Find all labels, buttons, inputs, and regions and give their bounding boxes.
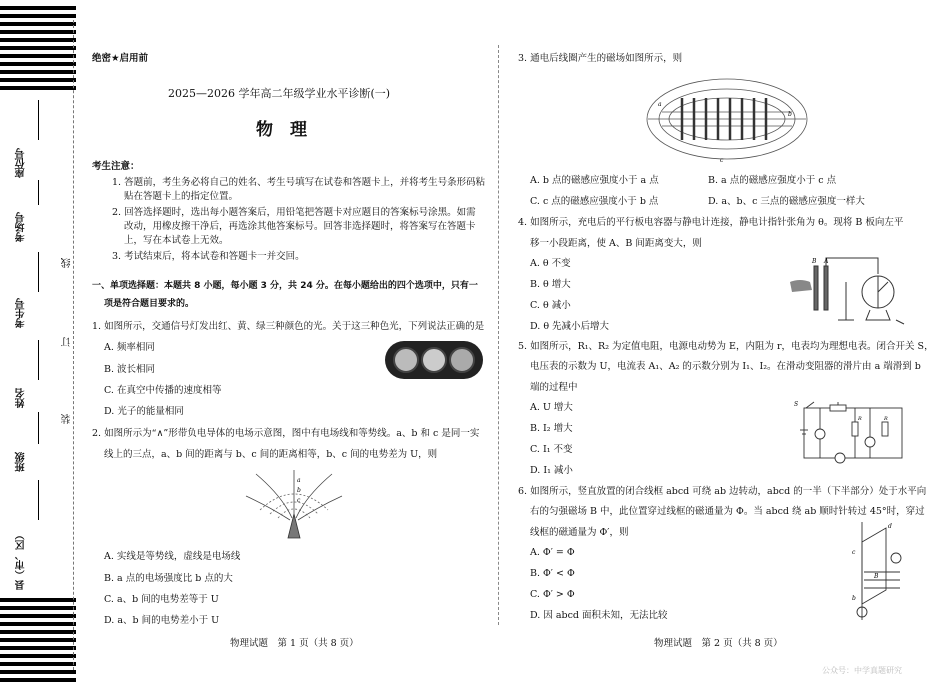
confidential-mark: 绝密★启用前 xyxy=(92,53,149,64)
svg-text:B: B xyxy=(812,258,817,265)
exam-title: 2025—2026 学年高二年级学业水平诊断(一) xyxy=(168,87,391,100)
q2-option-c[interactable]: C. a、b 间的电势差等于 U xyxy=(104,594,219,605)
svg-text:R: R xyxy=(858,416,862,422)
svg-text:c: c xyxy=(297,497,301,504)
note-line: 贴在答题卡上的指定位置。 xyxy=(124,191,239,202)
circuit-diagram-figure xyxy=(790,398,908,466)
svg-text:c: c xyxy=(720,157,724,164)
note-line: 上，写在本试卷上无效。 xyxy=(124,235,229,246)
note-line: 1. 答题前，考生务必将自己的姓名、考生号填写在试卷和答题卡上，并将考生号条形码粘 xyxy=(112,177,486,188)
q6-option-d[interactable]: D. 因 abcd 面积未知，无法比较 xyxy=(530,610,668,621)
seat-number-label: 座位号 xyxy=(16,148,27,178)
q5-option-a[interactable]: A. U 增大 xyxy=(530,402,573,413)
subject-title: 物 理 xyxy=(256,120,307,140)
svg-text:c: c xyxy=(852,549,856,556)
q1-stem: 1. 如图所示，交通信号灯发出红、黄、绿三种颜色的光。关于这三种色光，下列说法正确的是 xyxy=(92,321,485,332)
svg-text:b: b xyxy=(788,111,792,118)
q3-option-d[interactable]: D. a、b、c 三点的磁感应强度一样大 xyxy=(708,196,865,207)
q2-stem-cont: 线上的三点，a、b 间的距离与 b、c 间的距离相等，b、c 间的电势差为 U，则 xyxy=(104,449,438,460)
q4-option-c[interactable]: C. θ 减小 xyxy=(530,300,571,311)
page-footer-left: 物理试题 第 1 页（共 8 页） xyxy=(230,638,359,649)
q2-option-d[interactable]: D. a、b 间的电势差小于 U xyxy=(104,615,220,626)
q6-stem-cont2: 线框的磁通量为 Φ′，则 xyxy=(530,527,629,538)
svg-text:b: b xyxy=(297,487,301,494)
class-label: 班级 xyxy=(16,452,27,472)
svg-text:R: R xyxy=(884,416,888,422)
seat-number-line xyxy=(38,100,39,140)
notes-title: 考生注意： xyxy=(92,161,140,172)
county-line xyxy=(38,480,39,520)
svg-text:b: b xyxy=(852,595,856,602)
svg-text:S: S xyxy=(794,401,799,408)
q3-option-a[interactable]: A. b 点的磁感应强度小于 a 点 xyxy=(530,175,659,186)
binding-mark-line: 线 xyxy=(62,258,73,268)
q5-option-b[interactable]: B. I₂ 增大 xyxy=(530,423,573,434)
svg-text:a: a xyxy=(658,101,662,108)
exam-room-label: 考场号 xyxy=(16,212,27,242)
exam-room-line xyxy=(38,180,39,205)
q6-option-b[interactable]: B. Φ′ < Φ xyxy=(530,568,575,579)
solenoid-magnetic-field-figure xyxy=(642,72,812,166)
section-heading: 一、单项选择题：本题共 8 小题，每小题 3 分，共 24 分。在每小题给出的四个选项中，只有一 xyxy=(92,281,478,291)
q2-stem: 2. 如图所示为“∧”形带负电导体的电场示意图，图中有电场线和等势线。a、b 和 c 是同一实 xyxy=(92,428,480,439)
svg-text:A: A xyxy=(824,258,829,265)
q5-option-c[interactable]: C. I₁ 不变 xyxy=(530,444,573,455)
name-label: 姓名 xyxy=(16,388,27,408)
q1-option-c[interactable]: C. 在真空中传播的速度相等 xyxy=(104,385,222,396)
candidate-number-label: 考生号 xyxy=(16,298,27,328)
q5-stem: 5. 如图所示，R₁、R₂ 为定值电阻，电源电动势为 E，内阻为 r，电表均为理想电表。闭合开关 S， xyxy=(518,341,934,352)
q6-option-c[interactable]: C. Φ′ > Φ xyxy=(530,589,575,600)
county-label: 县（市、区） xyxy=(16,530,27,590)
q5-option-d[interactable]: D. I₁ 减小 xyxy=(530,465,573,476)
q4-stem-cont: 移一小段距离，使 A、B 间距离变大，则 xyxy=(530,238,702,249)
page-footer-right: 物理试题 第 2 页（共 8 页） xyxy=(654,638,783,649)
section-heading-cont: 项是符合题目要求的。 xyxy=(104,299,195,309)
watermark: 公众号：中学真题研究 xyxy=(822,666,902,675)
q6-stem-cont: 右的匀强磁场 B 中，此位置穿过线框的磁通量为 Φ。当 abcd 绕 ab 顺时针转过 45°时，穿过 xyxy=(530,506,925,517)
rotating-loop-figure xyxy=(844,520,914,624)
note-line: 改动，用橡皮擦干净后，再选涂其他答案标号。回答非选择题时，将答案写在答题卡 xyxy=(124,221,476,232)
capacitor-electrometer-figure xyxy=(786,252,910,328)
svg-text:a: a xyxy=(297,477,301,484)
traffic-light-figure xyxy=(384,340,484,380)
q4-option-a[interactable]: A. θ 不变 xyxy=(530,258,571,269)
q3-option-c[interactable]: C. c 点的磁感应强度小于 b 点 xyxy=(530,196,659,207)
q6-option-a[interactable]: A. Φ′ = Φ xyxy=(530,547,575,558)
q2-option-a[interactable]: A. 实线是等势线，虚线是电场线 xyxy=(104,551,241,562)
q2-option-b[interactable]: B. a 点的电场强度比 b 点的大 xyxy=(104,573,233,584)
binding-mark-order: 订 xyxy=(62,337,73,347)
svg-text:d: d xyxy=(888,523,892,530)
q4-option-b[interactable]: B. θ 增大 xyxy=(530,279,571,290)
candidate-number-line xyxy=(38,252,39,292)
binding-mark-bind: 装 xyxy=(62,414,73,424)
q1-option-b[interactable]: B. 波长相同 xyxy=(104,364,156,375)
q5-stem-cont2: 端的过程中 xyxy=(530,382,578,393)
column-divider xyxy=(498,45,499,625)
name-line xyxy=(38,340,39,380)
binding-dashed-line xyxy=(73,20,74,670)
note-line: 2. 回答选择题时，选出每小题答案后，用铅笔把答题卡对应题目的答案标号涂黑。如需 xyxy=(112,207,476,218)
q4-stem: 4. 如图所示，充电后的平行板电容器与静电计连接，静电计指针张角为 θ。现将 B 板向左平 xyxy=(518,217,904,228)
svg-text:B: B xyxy=(874,573,879,580)
q4-option-d[interactable]: D. θ 先减小后增大 xyxy=(530,321,610,332)
charged-conductor-field-figure xyxy=(242,466,346,542)
q5-stem-cont: 电压表的示数为 U，电流表 A₁、A₂ 的示数分别为 I₁、I₂。在滑动变阻器的滑片由 a 端滑到 b xyxy=(530,361,921,372)
q1-option-d[interactable]: D. 光子的能量相同 xyxy=(104,406,184,417)
q6-stem: 6. 如图所示，竖直放置的闭合线框 abcd 可绕 ab 边转动，abcd 的一半（下半部分）处于水平向 xyxy=(518,486,927,497)
q1-option-a[interactable]: A. 频率相同 xyxy=(104,342,155,353)
q3-option-b[interactable]: B. a 点的磁感应强度小于 c 点 xyxy=(708,175,837,186)
q3-stem: 3. 通电后线圈产生的磁场如图所示，则 xyxy=(518,53,683,64)
class-line xyxy=(38,412,39,444)
note-line: 3. 考试结束后，将本试卷和答题卡一并交回。 xyxy=(112,251,305,262)
